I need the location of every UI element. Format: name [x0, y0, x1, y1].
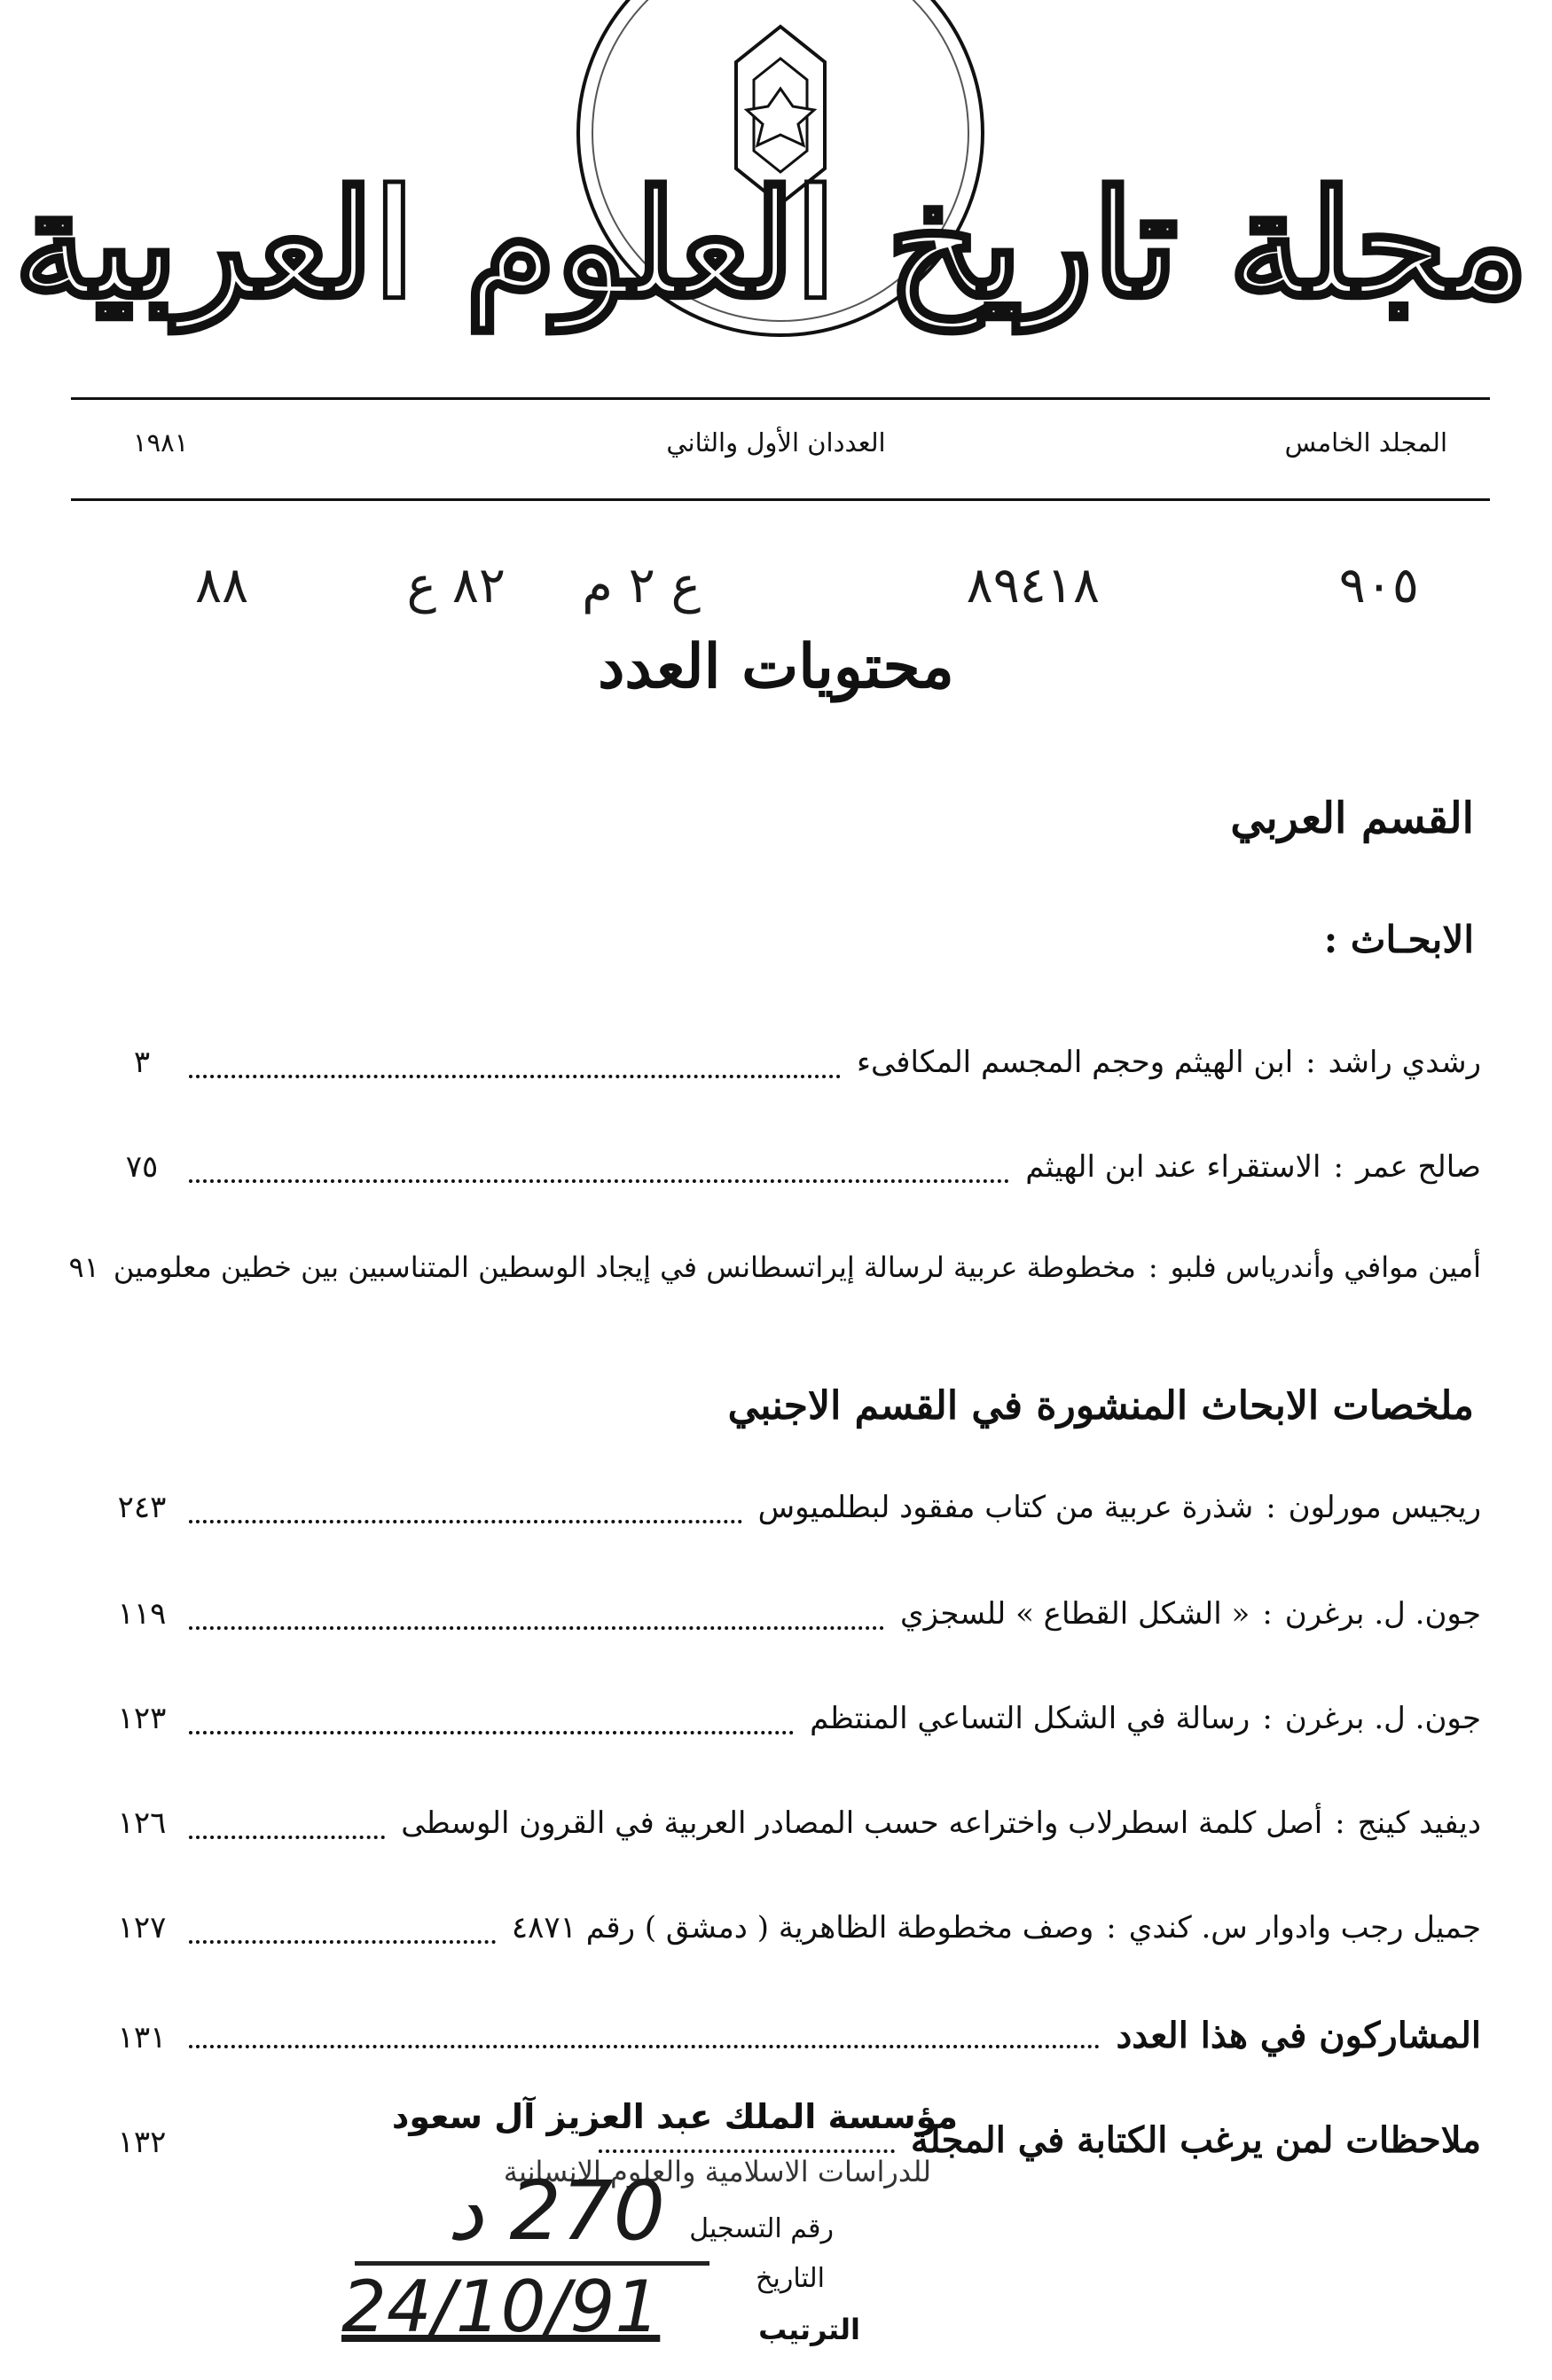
stamp-institution-sub: للدراسات الاسلامية والعلوم الانسانية — [503, 2155, 931, 2188]
toc-page: ٧٥ — [125, 1149, 159, 1185]
toc-page: ١٢٧ — [117, 1910, 167, 1945]
toc-page: ٩١ — [68, 1250, 99, 1284]
research-subheading: الابحـاث : — [1323, 918, 1474, 961]
toc-title: مخطوطة عربية لرسالة إيراتسطانس في إيجاد الوسطين المتناسبين بين خطين معلومين — [113, 1250, 1136, 1284]
handwritten-note: ٩٠٥ — [1338, 557, 1419, 615]
handwritten-note: ع ٢ م — [582, 557, 701, 615]
toc-separator: : — [1106, 1910, 1117, 1945]
toc-entry — [111, 1596, 1481, 1646]
toc-title: « الشكل القطاع » للسجزي — [900, 1596, 1250, 1632]
toc-entry — [68, 1250, 1481, 1300]
toc-page: ١٣١ — [117, 2020, 167, 2055]
issue-year: ١٩٨١ — [133, 427, 189, 458]
toc-page: ٣ — [133, 1045, 151, 1080]
toc-page: ١٣٢ — [117, 2125, 167, 2160]
dot-leader — [189, 1836, 385, 1839]
volume-label: المجلد الخامس — [1284, 427, 1447, 458]
toc-page: ٢٤٣ — [117, 1490, 167, 1525]
toc-author: جون. ل. برغرن — [1284, 1701, 1481, 1736]
header-rule-top — [71, 397, 1490, 400]
stamp-reg-number: 270 د — [447, 2164, 665, 2259]
handwritten-note: ٨٢ ع — [406, 557, 506, 615]
toc-entry — [111, 1805, 1481, 1855]
toc-separator: : — [1262, 1701, 1273, 1736]
toc-title: ملاحظات لمن يرغب الكتابة في المجلة — [910, 2119, 1481, 2161]
handwritten-note: ٨٩٤١٨ — [966, 557, 1100, 615]
toc-title: ابن الهيثم وحجم المجسم المكافىء — [856, 1045, 1294, 1080]
issue-numbers: العددان الأول والثاني — [666, 427, 886, 458]
stamp-institution: مؤسسة الملك عبد العزيز آل سعود — [391, 2097, 958, 2136]
toc-entry — [111, 1490, 1481, 1539]
toc-title: رسالة في الشكل التساعي المنتظم — [810, 1701, 1250, 1736]
header-rule-bottom — [71, 498, 1490, 501]
toc-author: رشدي راشد — [1328, 1045, 1481, 1080]
toc-page: ١١٩ — [117, 1596, 167, 1632]
toc-author: جميل رجب وادوار س. كندي — [1128, 1910, 1481, 1945]
toc-entry — [111, 1910, 1481, 1960]
toc-entry — [111, 1701, 1481, 1750]
toc-title: المشاركون في هذا العدد — [1116, 2015, 1481, 2056]
journal-title: مجلة تاريخ العلوم العربية — [14, 158, 1529, 330]
toc-title: شذرة عربية من كتاب مفقود لبطلميوس — [757, 1490, 1254, 1525]
toc-page: ١٢٣ — [117, 1701, 167, 1736]
dot-leader — [189, 1626, 884, 1630]
toc-author: ديفيد كينج — [1357, 1805, 1481, 1841]
toc-entry — [111, 1149, 1481, 1199]
toc-entry — [111, 1045, 1481, 1094]
arabic-section-heading: القسم العربي — [1230, 794, 1474, 843]
toc-title: أصل كلمة اسطرلاب واختراعه حسب المصادر العربية في القرون الوسطى — [401, 1805, 1323, 1841]
stamp-order-label: الترتيب — [758, 2313, 860, 2346]
stamp-date-label: التاريخ — [756, 2263, 825, 2294]
summaries-section-heading: ملخصات الابحاث المنشورة في القسم الاجنبي — [727, 1383, 1474, 1429]
dot-leader — [189, 1075, 841, 1078]
toc-separator: : — [1262, 1596, 1273, 1632]
handwritten-note: ٨٨ — [195, 557, 249, 615]
stamp-reg-label: رقم التسجيل — [689, 2213, 834, 2244]
dot-leader — [189, 1179, 1009, 1183]
toc-entry — [111, 2015, 1481, 2064]
toc-author: جون. ل. برغرن — [1284, 1596, 1481, 1632]
dot-leader — [189, 2045, 1100, 2048]
stamp-date: 24/10/91 — [341, 2266, 661, 2348]
toc-separator: : — [1305, 1045, 1316, 1080]
dot-leader — [599, 2149, 895, 2153]
dot-leader — [189, 1520, 742, 1523]
toc-title: وصف مخطوطة الظاهرية ( دمشق ) رقم ٤٨٧١ — [511, 1910, 1094, 1945]
toc-page: ١٢٦ — [117, 1805, 167, 1841]
dot-leader — [189, 1940, 496, 1944]
toc-author: ريجيس مورلون — [1288, 1490, 1481, 1525]
contents-title: محتويات العدد — [598, 631, 954, 702]
toc-separator: : — [1335, 1805, 1345, 1841]
toc-author: صالح عمر — [1355, 1149, 1481, 1185]
toc-separator: : — [1333, 1149, 1344, 1185]
toc-separator: : — [1266, 1490, 1276, 1525]
toc-separator: : — [1148, 1250, 1158, 1284]
dot-leader — [189, 1731, 794, 1734]
toc-title: الاستقراء عند ابن الهيثم — [1025, 1149, 1321, 1185]
toc-author: أمين موافي وأندرياس فلبو — [1170, 1250, 1481, 1284]
